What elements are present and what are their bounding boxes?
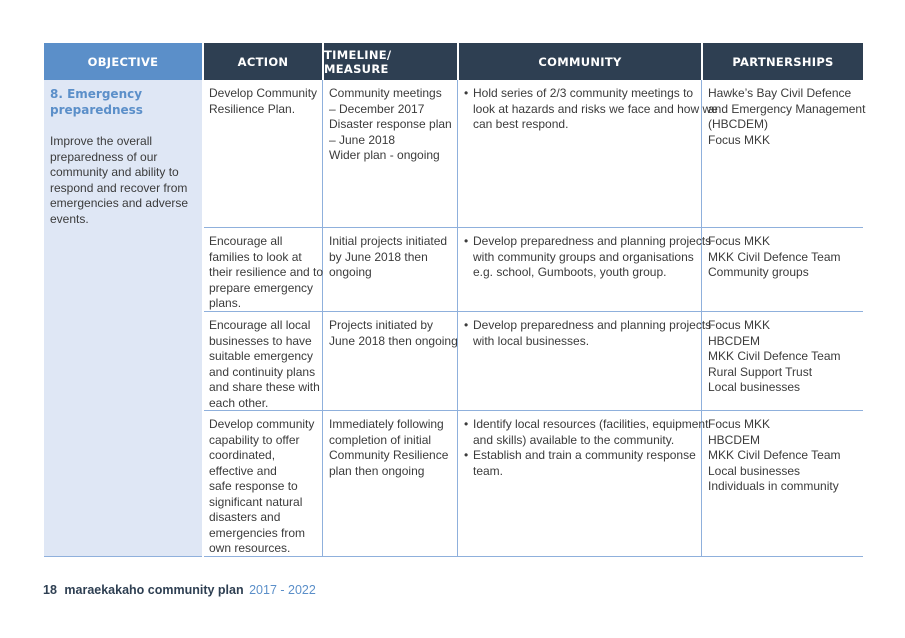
community-bullet — [464, 318, 712, 349]
timeline-cell-line: Projects initiated by — [329, 318, 434, 332]
action-cell-line: prepare emergency — [209, 280, 314, 295]
action-cell-line: plans. — [209, 296, 242, 310]
action-cell-line: Encourage all local — [209, 318, 311, 332]
partnerships-cell-line: and Emergency Management — [708, 101, 866, 116]
objective-description — [50, 134, 198, 227]
community-bullet — [464, 448, 696, 479]
action-cell-line: own resources. — [209, 541, 291, 555]
timeline-cell-line: – December 2017 — [329, 101, 425, 116]
partnerships-cell-line: Individuals in community — [708, 479, 839, 493]
partnerships-cell-line: Hawke’s Bay Civil Defence — [708, 86, 852, 100]
page-number: 18 — [43, 583, 57, 597]
community-bullet-line: • Hold series of 2/3 community meetings to — [473, 86, 694, 100]
partnerships-cell-line: (HBCDEM) — [708, 117, 768, 131]
community-bullet-line: e.g. school, Gumboots, youth group. — [473, 265, 667, 279]
community-bullet-line: team. — [473, 463, 504, 478]
header-timeline: TIMELINE/ MEASURE — [324, 43, 457, 80]
action-cell-line: Encourage all — [209, 234, 283, 248]
partnerships-cell-line: Local businesses — [708, 380, 801, 394]
table-row — [204, 228, 863, 312]
objective-column — [44, 80, 202, 557]
action-cell-line: suitable emergency — [209, 349, 314, 363]
partnerships-cell — [703, 312, 863, 410]
action-cell-line: Develop community — [209, 417, 315, 431]
objective-title-line: preparedness — [50, 102, 143, 117]
partnerships-cell-line: Local businesses — [708, 463, 801, 478]
partnerships-cell-line: HBCDEM — [708, 432, 761, 447]
action-cell-line: coordinated, — [209, 448, 276, 462]
header-community: COMMUNITY — [459, 43, 701, 80]
objective-description-line: preparedness of our — [50, 149, 158, 164]
partnerships-cell-line: Focus MKK — [708, 132, 771, 147]
header-objective: OBJECTIVE — [44, 43, 202, 80]
community-bullet-line: and skills) available to the community. — [473, 432, 675, 447]
timeline-cell-line: ongoing — [329, 265, 372, 279]
timeline-cell-line: Disaster response plan — [329, 117, 452, 131]
action-cell-line: disasters and — [209, 510, 281, 524]
community-bullet-line: look at hazards and risks we face and how we — [473, 101, 718, 116]
partnerships-cell — [703, 80, 866, 227]
objective-description-line: events. — [50, 211, 89, 226]
action-cell-line: effective and — [209, 463, 277, 478]
timeline-cell-line: plan then ongoing — [329, 463, 425, 478]
action-cell-line: families to look at — [209, 249, 302, 264]
action-cell — [204, 228, 322, 311]
partnerships-cell-line: HBCDEM — [708, 333, 761, 348]
action-cell-line: emergencies from — [209, 525, 306, 540]
community-bullet-line: with local businesses. — [473, 333, 590, 348]
timeline-cell — [324, 228, 457, 311]
timeline-cell-line: Community meetings — [329, 86, 442, 100]
action-cell-line: significant natural — [209, 494, 303, 509]
partnerships-cell-line: Community groups — [708, 265, 809, 279]
action-cell-line: Develop Community — [209, 86, 318, 100]
table-row — [204, 80, 866, 228]
partnerships-cell — [703, 228, 863, 311]
timeline-cell — [324, 80, 457, 227]
timeline-cell-line: Immediately following — [329, 417, 444, 431]
partnerships-cell-line: MKK Civil Defence Team — [708, 249, 841, 264]
partnerships-cell-line: MKK Civil Defence Team — [708, 448, 841, 462]
partnerships-cell-line: Focus MKK — [708, 417, 771, 431]
table-row — [204, 312, 863, 411]
partnerships-cell-line: Rural Support Trust — [708, 364, 813, 379]
community-bullet — [464, 86, 718, 133]
action-cell — [204, 411, 322, 556]
community-bullet — [464, 234, 712, 281]
plan-name: maraekakaho community plan — [64, 583, 244, 597]
partnerships-cell — [703, 411, 863, 556]
timeline-cell — [324, 411, 457, 556]
community-bullet-line: with community groups and organisations — [473, 249, 694, 264]
plan-years: 2017 - 2022 — [249, 583, 316, 597]
objective-description-line: emergencies and adverse — [50, 196, 189, 210]
page-footer — [43, 583, 316, 597]
community-bullet-line: • Develop preparedness and planning projects — [473, 318, 712, 332]
header-action: ACTION — [204, 43, 322, 80]
timeline-cell — [324, 312, 457, 410]
community-bullet-line: can best respond. — [473, 117, 569, 131]
objective-title-line: 8. Emergency — [50, 87, 143, 101]
timeline-cell-line: by June 2018 then — [329, 249, 428, 264]
action-cell-line: Resilience Plan. — [209, 101, 296, 116]
action-cell — [204, 80, 322, 227]
objective-description-line: community and ability to — [50, 165, 179, 179]
action-cell-line: and continuity plans — [209, 364, 316, 379]
community-bullet — [464, 417, 709, 448]
objective-description-line: respond and recover from — [50, 180, 188, 195]
community-cell — [459, 228, 712, 311]
action-cell-line: and share these with — [209, 380, 320, 394]
action-cell — [204, 312, 322, 410]
objective-title — [50, 87, 196, 118]
plan-table — [44, 43, 866, 557]
timeline-cell-line: completion of initial — [329, 432, 432, 447]
community-cell — [459, 312, 712, 410]
action-cell-line: capability to offer — [209, 432, 300, 447]
partnerships-cell-line: MKK Civil Defence Team — [708, 349, 841, 363]
community-bullet-line: • Identify local resources (facilities, equipment — [473, 417, 709, 431]
action-cell-line: each other. — [209, 395, 269, 410]
timeline-cell-line: Community Resilience — [329, 448, 449, 462]
community-bullet-line: • Develop preparedness and planning projects — [473, 234, 712, 248]
partnerships-cell-line: Focus MKK — [708, 234, 771, 248]
objective-description-line: Improve the overall — [50, 134, 153, 148]
timeline-cell-line: Initial projects initiated — [329, 234, 448, 248]
action-cell-line: safe response to — [209, 479, 298, 493]
community-cell — [459, 411, 709, 556]
partnerships-cell-line: Focus MKK — [708, 318, 771, 332]
community-cell — [459, 80, 718, 227]
community-bullet-line: • Establish and train a community response — [473, 448, 696, 462]
timeline-cell-line: Wider plan - ongoing — [329, 148, 440, 162]
timeline-cell-line: June 2018 then ongoing — [329, 333, 458, 348]
timeline-cell-line: – June 2018 — [329, 132, 396, 147]
table-row — [204, 411, 863, 557]
action-cell-line: businesses to have — [209, 333, 312, 348]
header-partnerships: PARTNERSHIPS — [703, 43, 863, 80]
action-cell-line: their resilience and to — [209, 265, 324, 279]
